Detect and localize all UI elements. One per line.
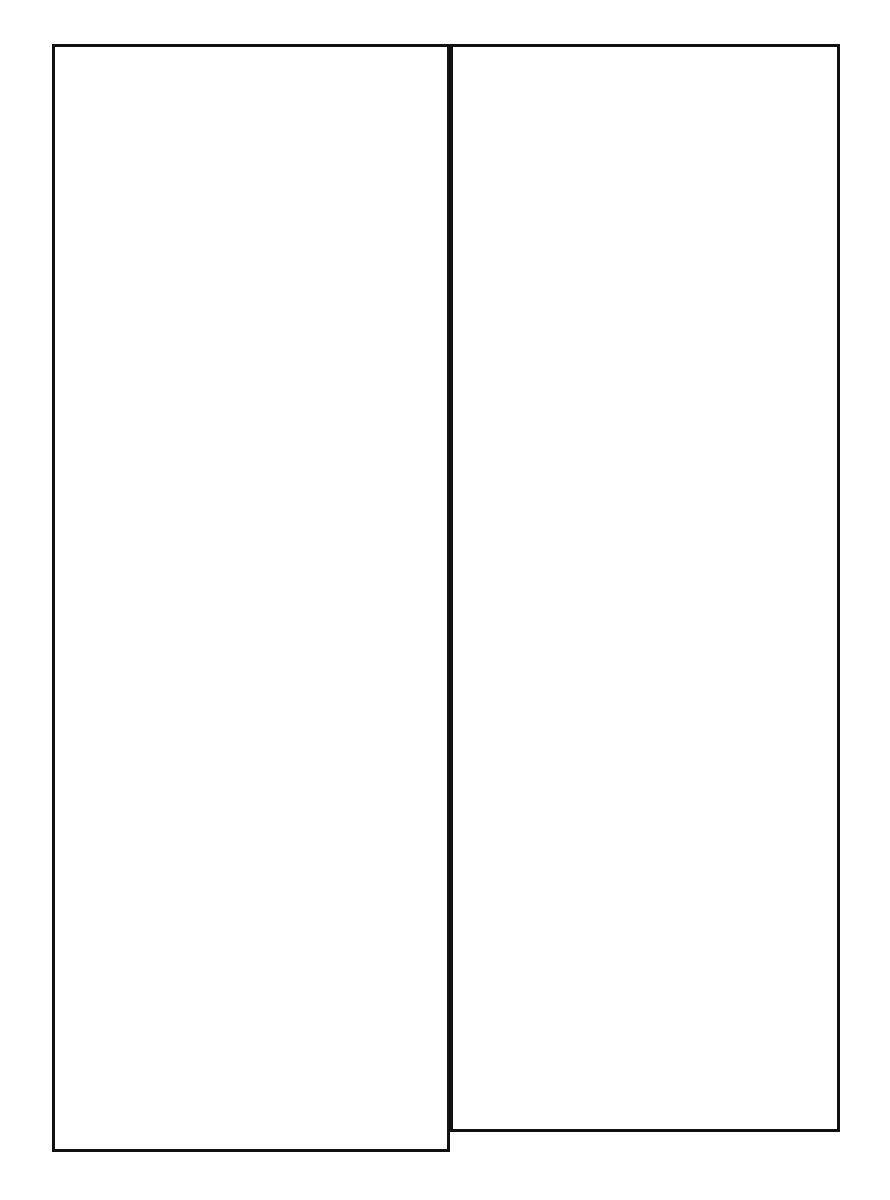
left-match-column [52,44,450,1152]
right-match-column [450,44,840,1132]
